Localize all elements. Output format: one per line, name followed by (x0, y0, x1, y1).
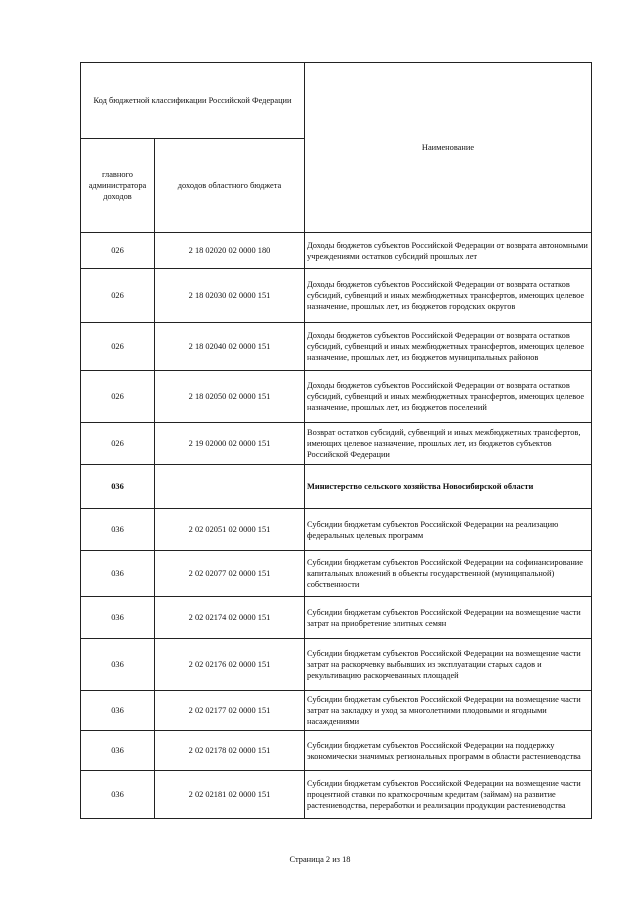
income-code-cell: 2 02 02181 02 0000 151 (155, 771, 305, 819)
income-name-cell: Субсидии бюджетам субъектов Российской Федерации на реализацию федеральных целевых программ (305, 509, 592, 551)
income-code-cell: 2 02 02051 02 0000 151 (155, 509, 305, 551)
table-row (81, 465, 592, 509)
admin-column-header: главного администратора доходов (81, 139, 155, 233)
income-code-cell: 2 02 02176 02 0000 151 (155, 639, 305, 691)
admin-code-cell: 036 (81, 771, 155, 819)
table-row (81, 509, 592, 551)
admin-code-cell: 036 (81, 509, 155, 551)
income-code-cell: 2 18 02050 02 0000 151 (155, 371, 305, 423)
income-name-cell: Доходы бюджетов субъектов Российской Федерации от возврата остатков субсидий, субвенций и иных межбюджетных трансфертов, имеющих целевое назначение, прошлых лет, из бюджетов поселений (305, 371, 592, 423)
income-name-cell: Субсидии бюджетам субъектов Российской Федерации на возмещение части процентной ставки по краткосрочным кредитам (займам) на развитие растениеводства, переработки и реализации продукции растениеводства (305, 771, 592, 819)
income-name-cell: Субсидии бюджетам субъектов Российской Федерации на возмещение части затрат на приобретение элитных семян (305, 597, 592, 639)
admin-code-cell: 026 (81, 423, 155, 465)
income-code-cell: 2 19 02000 02 0000 151 (155, 423, 305, 465)
income-name-cell: Доходы бюджетов субъектов Российской Федерации от возврата остатков субсидий, субвенций и иных межбюджетных трансфертов, имеющих целевое назначение, прошлых лет, из бюджетов городских округов (305, 269, 592, 323)
table-row (81, 639, 592, 691)
income-name-cell: Доходы бюджетов субъектов Российской Федерации от возврата остатков субсидий, субвенций и иных межбюджетных трансфертов, имеющих целевое назначение, прошлых лет, из бюджетов муниципальных районов (305, 323, 592, 371)
table-row (81, 691, 592, 731)
admin-code-cell: 036 (81, 597, 155, 639)
admin-code-cell: 036 (81, 465, 155, 509)
admin-code-cell: 036 (81, 691, 155, 731)
admin-code-cell: 026 (81, 269, 155, 323)
table-row (81, 233, 592, 269)
table-row (81, 771, 592, 819)
budget-code-group-header: Код бюджетной классификации Российской Федерации (81, 63, 305, 139)
income-code-cell: 2 18 02030 02 0000 151 (155, 269, 305, 323)
table-row (81, 551, 592, 597)
income-code-cell: 2 02 02178 02 0000 151 (155, 731, 305, 771)
admin-code-cell: 026 (81, 233, 155, 269)
admin-code-cell: 026 (81, 371, 155, 423)
admin-code-cell: 036 (81, 639, 155, 691)
admin-code-cell: 036 (81, 731, 155, 771)
income-name-cell: Субсидии бюджетам субъектов Российской Федерации на возмещение части затрат на раскорчевку выбывших из эксплуатации старых садов и рекультивацию раскорчеванных площадей (305, 639, 592, 691)
income-name-cell: Доходы бюджетов субъектов Российской Федерации от возврата автономными учреждениями остатков субсидий прошлых лет (305, 233, 592, 269)
income-code-cell: 2 02 02174 02 0000 151 (155, 597, 305, 639)
income-name-cell: Возврат остатков субсидий, субвенций и иных межбюджетных трансфертов, имеющих целевое назначение, прошлых лет, из бюджетов субъектов Российской Федерации (305, 423, 592, 465)
admin-code-cell: 036 (81, 551, 155, 597)
page-number: Страница 2 из 18 (289, 855, 351, 864)
income-code-cell: 2 02 02177 02 0000 151 (155, 691, 305, 731)
table-row (81, 323, 592, 371)
income-name-cell: Субсидии бюджетам субъектов Российской Федерации на софинансирование капитальных вложений в объекты государственной (муниципальной) собственности (305, 551, 592, 597)
name-column-header: Наименование (305, 63, 592, 233)
table-row (81, 423, 592, 465)
table-header (81, 63, 592, 233)
income-code-cell: 2 18 02040 02 0000 151 (155, 323, 305, 371)
income-name-cell: Субсидии бюджетам субъектов Российской Федерации на поддержку экономически значимых региональных программ в области растениеводства (305, 731, 592, 771)
table-row (81, 371, 592, 423)
income-code-cell: 2 02 02077 02 0000 151 (155, 551, 305, 597)
income-name-cell: Министерство сельского хозяйства Новосибирской области (305, 465, 592, 509)
income-column-header: доходов областного бюджета (155, 139, 305, 233)
table-row (81, 269, 592, 323)
table-body (81, 233, 592, 819)
income-code-cell (155, 465, 305, 509)
income-code-cell: 2 18 02020 02 0000 180 (155, 233, 305, 269)
admin-code-cell: 026 (81, 323, 155, 371)
budget-classification-table (80, 62, 592, 819)
income-name-cell: Субсидии бюджетам субъектов Российской Федерации на возмещение части затрат на закладку и уход за многолетними плодовыми и ягодными насаждениями (305, 691, 592, 731)
table-row (81, 597, 592, 639)
table-row (81, 731, 592, 771)
